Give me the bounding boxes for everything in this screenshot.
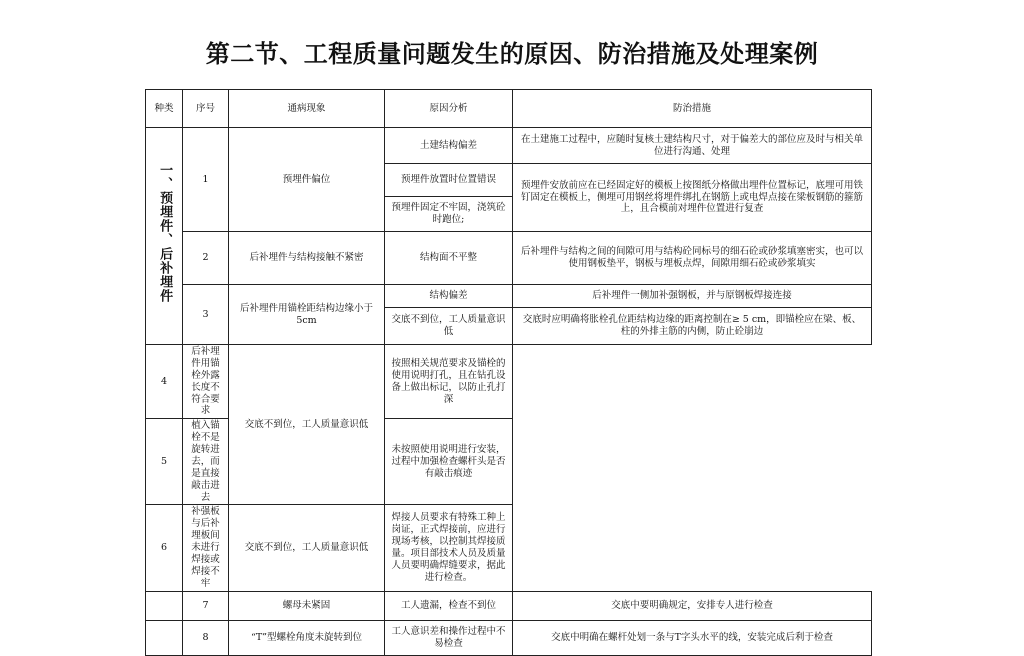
measure-cell: 未按照使用说明进行安装，过程中加强检查螺杆头是否有敲击痕迹 [385, 419, 513, 505]
table-row [146, 591, 872, 620]
row-number: 3 [183, 285, 229, 345]
header-number: 序号 [183, 90, 229, 128]
table-row [146, 505, 872, 591]
table-row [146, 285, 872, 308]
measure-cell: 交底中要明确规定，安排专人进行检查 [513, 591, 872, 620]
blank-category-cell [146, 591, 183, 620]
cause-cell: 交底不到位，工人质量意识低 [229, 505, 385, 591]
cause-cell: 工人遗漏，检查不到位 [385, 591, 513, 620]
measure-cell: 焊接人员要求有特殊工种上岗证，正式焊接前，应进行现场考核，以控制其焊接质量。项目部技术人员及质量人员要明确焊缝要求，据此进行检查。 [385, 505, 513, 591]
cause-cell: 交底不到位，工人质量意识低 [385, 308, 513, 345]
category-cell [146, 128, 183, 345]
problem-cell: 植入锚栓不是旋转进去，而是直接敲击进去 [183, 419, 229, 505]
measure-cell: 后补埋件与结构之间的间隙可用与结构砼同标号的细石砼或砂浆填塞密实，也可以使用钢板垫平，钢板与埋板点焊，间隙用细石砼或砂浆填实 [513, 232, 872, 285]
cause-cell: 预埋件固定不牢固，浇筑砼时跑位; [385, 197, 513, 232]
row-number: 4 [146, 345, 183, 419]
row-number: 6 [146, 505, 183, 591]
problem-cell: 后补埋件用锚栓外露长度不符合要求 [183, 345, 229, 419]
table-header-row [146, 90, 872, 128]
blank-category-cell [146, 620, 183, 655]
measure-cell: 预埋件安放前应在已经固定好的模板上按图纸分格做出埋件位置标记，底埋可用铁钉固定在模板上，侧埋可用钢丝将埋件绑扎在钢筋上或电焊点接在梁板钢筋的箍筋上，且合模前对埋件位置进行复查 [513, 164, 872, 232]
table-row [146, 232, 872, 285]
table-row [146, 128, 872, 164]
page-title: 第二节、工程质量问题发生的原因、防治措施及处理案例 [205, 40, 819, 68]
cause-cell: 交底不到位，工人质量意识低 [229, 345, 385, 505]
row-number: 7 [183, 591, 229, 620]
cause-cell: 结构偏差 [385, 285, 513, 308]
measure-cell: 在土建施工过程中，应随时复核土建结构尺寸，对于偏差大的部位应及时与相关单位进行沟通、处理 [513, 128, 872, 164]
row-number: 8 [183, 620, 229, 655]
table-row [146, 620, 872, 655]
problem-cell: 螺母未紧固 [229, 591, 385, 620]
measure-cell: 后补埋件一侧加补强钢板，并与原钢板焊接连接 [513, 285, 872, 308]
header-measure: 防治措施 [513, 90, 872, 128]
measure-cell: 按照相关规范要求及锚栓的使用说明打孔，且在钻孔设备上做出标记，以防止孔打深 [385, 345, 513, 419]
row-number: 5 [146, 419, 183, 505]
header-category: 种类 [146, 90, 183, 128]
cause-cell: 结构面不平整 [385, 232, 513, 285]
measure-cell: 交底时应明确将胀栓孔位距结构边缘的距离控制在≥ 5 cm，即锚栓应在梁、板、柱的外排主筋的内侧，防止砼崩边 [513, 308, 872, 345]
problem-cell: “T”型螺栓角度未旋转到位 [229, 620, 385, 655]
header-cause: 原因分析 [385, 90, 513, 128]
problem-cell: 后补埋件与结构接触不紧密 [229, 232, 385, 285]
cause-cell: 预埋件放置时位置错误 [385, 164, 513, 197]
cause-cell: 工人意识差和操作过程中不易检查 [385, 620, 513, 655]
table-row [146, 345, 872, 419]
cause-cell: 土建结构偏差 [385, 128, 513, 164]
problem-cell: 后补埋件用锚栓距结构边缘小于5cm [229, 285, 385, 345]
measure-cell: 交底中明确在螺杆处划一条与T字头水平的线，安装完成后利于检查 [513, 620, 872, 655]
row-number: 1 [183, 128, 229, 232]
header-problem: 通病现象 [229, 90, 385, 128]
problem-cell: 补强板与后补埋板间未进行焊接或焊接不牢 [183, 505, 229, 591]
row-number: 2 [183, 232, 229, 285]
category-label: 一、预埋件、后补埋件 [157, 163, 173, 304]
problem-cell: 预埋件偏位 [229, 128, 385, 232]
quality-issues-table [145, 89, 872, 656]
